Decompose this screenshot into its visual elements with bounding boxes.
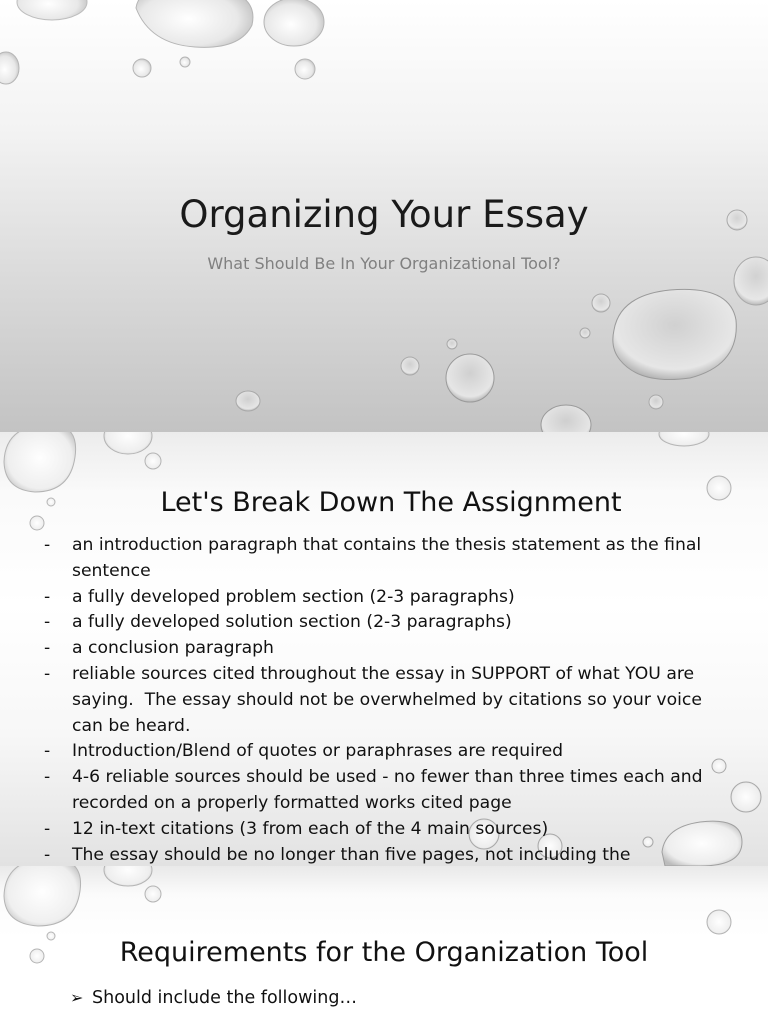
list-item-text: reliable sources cited throughout the essay in SUPPORT of what YOU are saying. The essay should not be overwhelmed by citations so your voice can be heard. <box>72 663 708 736</box>
slide-title: Let's Break Down The Assignment <box>160 487 622 518</box>
list-item-text: Introduction/Blend of quotes or paraphrases are required <box>72 741 564 762</box>
list-item <box>44 585 724 611</box>
bullet-marker: - <box>44 663 51 684</box>
list-item-text: 4-6 reliable sources should be used - no fewer than three times each and recorded on a properly formatted works cited page <box>72 767 703 813</box>
assignment-bullet-list <box>44 533 724 866</box>
list-item <box>44 610 724 636</box>
bullet-marker: - <box>44 535 51 555</box>
list-item <box>44 765 724 817</box>
slide-title: Requirements for the Organization Tool <box>119 937 649 968</box>
list-item-text: The essay should be no longer than five pages, not including the <box>72 844 631 865</box>
bullet-marker: - <box>44 612 51 633</box>
list-item <box>70 985 357 1011</box>
list-item <box>44 533 724 585</box>
list-item <box>44 843 724 866</box>
arrow-bullet-icon: ➢ <box>70 988 84 1007</box>
list-item-text: 12 in-text citations (3 from each of the 4 main sources) <box>72 818 549 839</box>
bullet-marker: - <box>44 638 51 659</box>
bullet-marker: - <box>44 586 51 607</box>
slide-title: Organizing Your Essay <box>179 193 589 236</box>
assignment-breakdown-slide <box>0 432 768 866</box>
list-item-text: a fully developed problem section (2-3 paragraphs) <box>72 586 515 607</box>
bullet-marker: - <box>44 844 51 865</box>
list-item-text: Should include the following… <box>92 988 357 1008</box>
title-slide <box>0 0 768 432</box>
list-item <box>44 636 724 662</box>
organization-tool-slide <box>0 866 768 1024</box>
bullet-marker: - <box>44 767 51 788</box>
slide-subtitle: What Should Be In Your Organizational Tool? <box>207 254 561 273</box>
bullet-marker: - <box>44 741 51 762</box>
list-item <box>44 817 724 843</box>
list-item-text: an introduction paragraph that contains the thesis statement as the final sentence <box>72 535 702 581</box>
list-item <box>44 739 724 765</box>
bullet-marker: - <box>44 818 51 839</box>
list-item-text: a fully developed solution section (2-3 paragraphs) <box>72 612 512 633</box>
list-item <box>44 662 724 739</box>
list-item-text: a conclusion paragraph <box>72 638 274 659</box>
